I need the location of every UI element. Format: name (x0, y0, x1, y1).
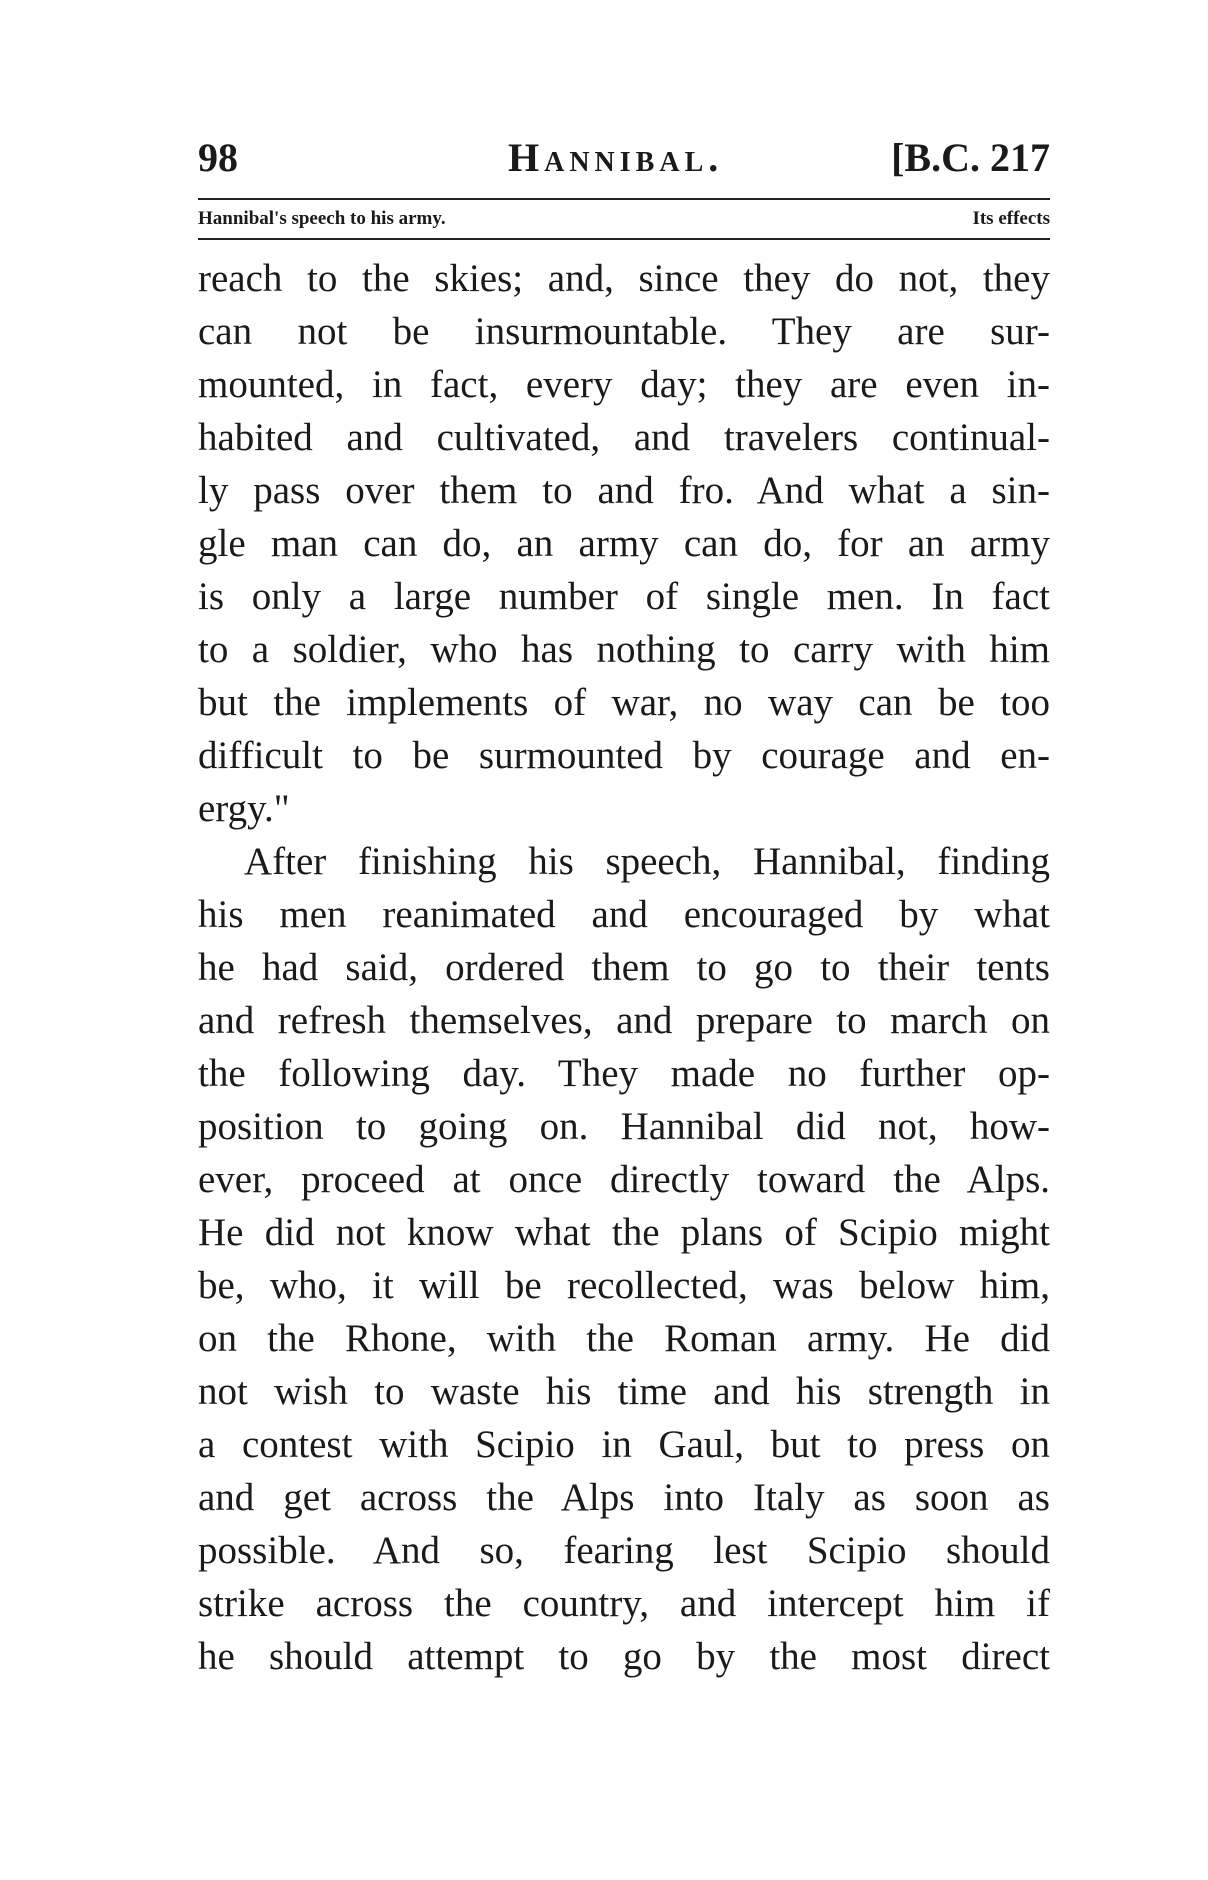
side-head-right: Its effects (972, 208, 1050, 229)
text-line: he should attempt to go by the most direct (198, 1635, 1050, 1678)
text-line: difficult to be surmounted by courage and en- (198, 734, 1050, 777)
side-head-left: Hannibal's speech to his army. (198, 208, 446, 229)
text-line: gle man can do, an army can do, for an army (198, 522, 1050, 565)
text-line: After finishing his speech, Hannibal, finding (244, 840, 1050, 883)
text-line: mounted, in fact, every day; they are even in- (198, 363, 1050, 406)
text-line: He did not know what the plans of Scipio might (198, 1211, 1050, 1254)
text-line: strike across the country, and intercept him if (198, 1582, 1050, 1625)
text-line: position to going on. Hannibal did not, how- (198, 1105, 1050, 1148)
text-line: be, who, it will be recollected, was below him, (198, 1264, 1050, 1307)
book-page (198, 128, 1050, 1683)
running-title: Hannibal. (508, 135, 724, 180)
date-reference: [B.C. 217 (891, 135, 1050, 180)
text-line: and refresh themselves, and prepare to march on (198, 999, 1050, 1042)
text-line: on the Rhone, with the Roman army. He did (198, 1317, 1050, 1360)
text-line: reach to the skies; and, since they do not, they (198, 257, 1050, 300)
running-head (198, 128, 1050, 188)
text-line: is only a large number of single men. In fact (198, 575, 1050, 618)
text-line: can not be insurmountable. They are sur- (198, 310, 1050, 353)
header-rule-bottom (198, 238, 1050, 240)
text-line: habited and cultivated, and travelers continual- (198, 416, 1050, 459)
text-line: ever, proceed at once directly toward the Alps. (198, 1158, 1050, 1201)
text-line: but the implements of war, no way can be too (198, 681, 1050, 724)
side-heads (198, 200, 1050, 238)
page-number: 98 (198, 135, 238, 180)
text-line: and get across the Alps into Italy as soon as (198, 1476, 1050, 1519)
text-line: a contest with Scipio in Gaul, but to press on (198, 1423, 1050, 1466)
text-line: possible. And so, fearing lest Scipio should (198, 1529, 1050, 1572)
text-line: the following day. They made no further op- (198, 1052, 1050, 1095)
text-line: ly pass over them to and fro. And what a sin- (198, 469, 1050, 512)
text-line: not wish to waste his time and his strength in (198, 1370, 1050, 1413)
body-text (198, 252, 1050, 1683)
text-line: ergy." (198, 787, 290, 830)
text-line: his men reanimated and encouraged by what (198, 893, 1050, 936)
text-line: he had said, ordered them to go to their tents (198, 946, 1050, 989)
text-line: to a soldier, who has nothing to carry with him (198, 628, 1050, 671)
